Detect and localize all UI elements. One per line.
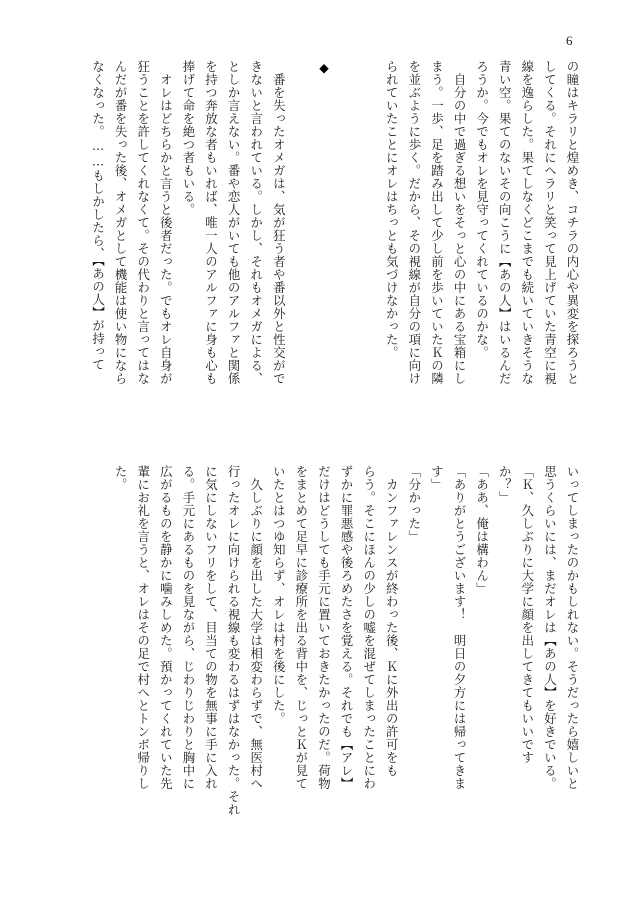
text-line: をまとめて足早に診療所を出る背中を、じっとＫが見て [293,465,309,790]
text-line: 久しぶりに顔を出した大学は相変わらずで、無医村へ [248,465,264,790]
text-line: 自分の中で過ぎる想いをそっと心の中にある宝箱にし [452,60,468,385]
text-line: 「分かった」 [406,465,422,543]
text-line: きないと言われている。しかし、それもオメガによる、 [248,60,264,385]
text-line: だけはどうしても手元に置いておきたかったのだ。荷物 [316,465,332,790]
text-line: カンファレンスが終わった後、Ｋに外出の許可をも [384,465,400,777]
text-line: す」 [429,465,445,491]
text-line: 番を失ったオメガは、気が狂う者や番以外と性交がで [271,60,287,385]
text-line: 捧げて命を絶つ者もいる。 [180,60,196,216]
text-line: 狂うことを許してくれなくて。その代わりと言ってはな [135,60,151,385]
text-line: いたとはつゆ知らず、オレは村を後にした。 [271,465,287,725]
text-line: 線を逸らした。果てしなくどこまでも続いていきそうな [519,60,535,385]
section-separator: ◆ [316,60,332,76]
text-line: まう。一歩、足を踏み出して少し前を歩いていたＫの隣 [429,60,445,385]
text-line: なくなった。……もしかしたら、【あの人】が持って [90,60,106,371]
text-line: してくる。それにヘラリと笑って見上げていた青空に視 [542,60,558,385]
text-line: んだが番を失った後、オメガとして機能は使い物になら [113,60,129,385]
text-line: 輩にお礼を言うと、オレはその足で村へとトンボ帰りし [135,465,151,790]
text-line: た。 [113,465,129,491]
text-line: としか言えない。番や恋人がいても他のアルファと関係 [226,60,242,385]
text-line: オレはどちらかと言うと後者だった。でもオレ自身が [158,60,174,385]
bottom-text-column [63,465,583,865]
text-line: 行ったオレに向けられる視線も変わるはずはなかった。それ [226,465,242,816]
text-line: 「Ｋ、久しぶりに大学に顔を出してきてもいいです [519,465,535,764]
top-text-column [63,60,583,440]
text-line: 広がるものを静かに噛みしめた。預かってくれていた先 [158,465,174,790]
text-line: 青い空。果てのないその向こうに【あの人】はいるんだ [497,60,513,385]
text-line [357,60,380,440]
text-line: いってしまったのかもしれない。そうだったら嬉しいと [565,465,580,790]
text-line: の瞳はキラリと煌めき、コチラの内心や異変を探ろうと [565,60,580,385]
text-line [289,60,312,440]
text-line: を持つ奔放な者もいれば、唯一人のアルファに身も心も [203,60,219,385]
text-line: る。手元にあるものを見ながら、じわりじわりと胸中に [180,465,196,790]
text-line: を並ぶように歩く。だから、その視線が自分の項に向け [406,60,422,385]
page-number: 6 [566,33,573,48]
text-line [334,60,357,440]
text-line: られていたことにオレはちっとも気づけなかった。 [384,60,400,359]
text-line: に気にしないフリをして、目当ての物を無事に手に入れ [203,465,219,790]
text-line: 「ああ、俺は構わん」 [474,465,490,595]
text-line: か？」 [497,465,513,504]
text-line: 思うくらいには、まだオレは【あの人】を好きでいる。 [542,465,558,790]
text-line: らう。そこにほんの少しの嘘を混ぜてしまったことにわ [361,465,377,790]
text-line: 「ありがとうございます！ 明日の夕方には帰ってきま [452,465,468,790]
text-line: ずかに罪悪感や後ろめたさを覚える。それでも【アレ】 [339,465,355,790]
text-line: ろうか。今でもオレを見守ってくれているのかな。 [474,60,490,359]
